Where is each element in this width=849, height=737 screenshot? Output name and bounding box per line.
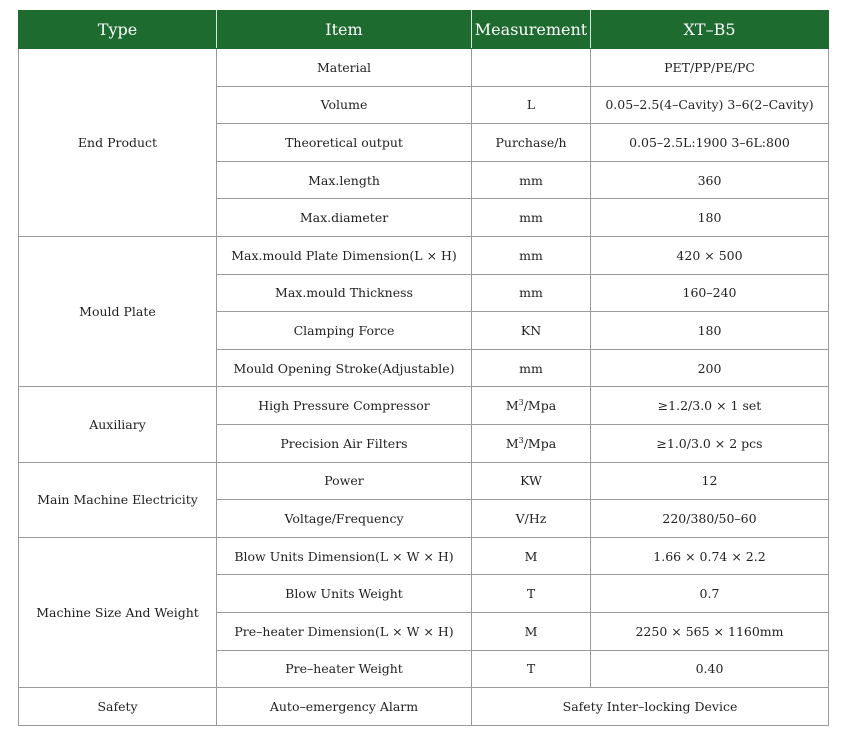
table-row — [19, 236, 829, 274]
unit-cell: mm — [472, 199, 591, 237]
value-cell: 0.40 — [591, 650, 829, 688]
item-cell: Blow Units Dimension(L × W × H) — [217, 537, 472, 575]
group-end-product: End Product — [19, 49, 217, 237]
value-cell: 1.66 × 0.74 × 2.2 — [591, 537, 829, 575]
value-cell: 0.7 — [591, 575, 829, 613]
header-measurement: Measurement — [472, 11, 591, 49]
table-row — [19, 387, 829, 425]
unit-cell: M — [472, 612, 591, 650]
unit-cell: T — [472, 575, 591, 613]
item-cell: Theoretical output — [217, 124, 472, 162]
unit-cell — [472, 387, 591, 425]
value-cell: ≥1.0/3.0 × 2 pcs — [591, 424, 829, 462]
spec-table — [18, 10, 829, 726]
group-machine-size-and-weight: Machine Size And Weight — [19, 537, 217, 687]
value-cell: 0.05–2.5L:1900 3–6L:800 — [591, 124, 829, 162]
table-row — [19, 49, 829, 87]
unit-cell: mm — [472, 274, 591, 312]
unit-cell: mm — [472, 161, 591, 199]
unit-cell: KW — [472, 462, 591, 500]
unit-cell: Purchase/h — [472, 124, 591, 162]
item-cell: Pre–heater Dimension(L × W × H) — [217, 612, 472, 650]
unit-superscript: 3 — [518, 435, 524, 445]
unit-superscript: 3 — [518, 397, 524, 407]
group-safety: Safety — [19, 688, 217, 726]
value-cell: 360 — [591, 161, 829, 199]
item-cell: Clamping Force — [217, 312, 472, 350]
item-cell: Material — [217, 49, 472, 87]
unit-cell: T — [472, 650, 591, 688]
value-cell: 200 — [591, 349, 829, 387]
unit-cell: mm — [472, 236, 591, 274]
value-cell: ≥1.2/3.0 × 1 set — [591, 387, 829, 425]
unit-cell — [472, 424, 591, 462]
unit-cell: mm — [472, 349, 591, 387]
header-type: Type — [19, 11, 217, 49]
unit-cell — [472, 49, 591, 87]
value-cell: 180 — [591, 312, 829, 350]
item-cell: Voltage/Frequency — [217, 500, 472, 538]
item-cell: Power — [217, 462, 472, 500]
unit-rest: /Mpa — [523, 398, 557, 414]
item-cell: Max.diameter — [217, 199, 472, 237]
table-row — [19, 537, 829, 575]
group-main-machine-electricity: Main Machine Electricity — [19, 462, 217, 537]
value-cell: 0.05–2.5(4–Cavity) 3–6(2–Cavity) — [591, 86, 829, 124]
table-row — [19, 462, 829, 500]
item-cell: Volume — [217, 86, 472, 124]
value-cell: 220/380/50–60 — [591, 500, 829, 538]
value-cell: Safety Inter–locking Device — [472, 688, 829, 726]
value-cell: 180 — [591, 199, 829, 237]
item-cell: Max.mould Plate Dimension(L × H) — [217, 236, 472, 274]
item-cell: Max.length — [217, 161, 472, 199]
value-cell: 2250 × 565 × 1160mm — [591, 612, 829, 650]
unit-cell: V/Hz — [472, 500, 591, 538]
item-cell: Auto–emergency Alarm — [217, 688, 472, 726]
item-cell: Precision Air Filters — [217, 424, 472, 462]
header-row — [19, 11, 829, 49]
unit-rest: /Mpa — [523, 435, 557, 451]
unit-cell: L — [472, 86, 591, 124]
group-mould-plate: Mould Plate — [19, 236, 217, 386]
unit-cell: KN — [472, 312, 591, 350]
value-cell: 12 — [591, 462, 829, 500]
unit-base: M — [505, 398, 519, 414]
item-cell: Max.mould Thickness — [217, 274, 472, 312]
item-cell: Pre–heater Weight — [217, 650, 472, 688]
item-cell: High Pressure Compressor — [217, 387, 472, 425]
unit-base: M — [505, 435, 519, 451]
item-cell: Mould Opening Stroke(Adjustable) — [217, 349, 472, 387]
value-cell: 160–240 — [591, 274, 829, 312]
value-cell: PET/PP/PE/PC — [591, 49, 829, 87]
value-cell: 420 × 500 — [591, 236, 829, 274]
table-row — [19, 688, 829, 726]
header-model: XT–B5 — [591, 11, 829, 49]
group-auxiliary: Auxiliary — [19, 387, 217, 462]
unit-cell: M — [472, 537, 591, 575]
header-item: Item — [217, 11, 472, 49]
item-cell: Blow Units Weight — [217, 575, 472, 613]
